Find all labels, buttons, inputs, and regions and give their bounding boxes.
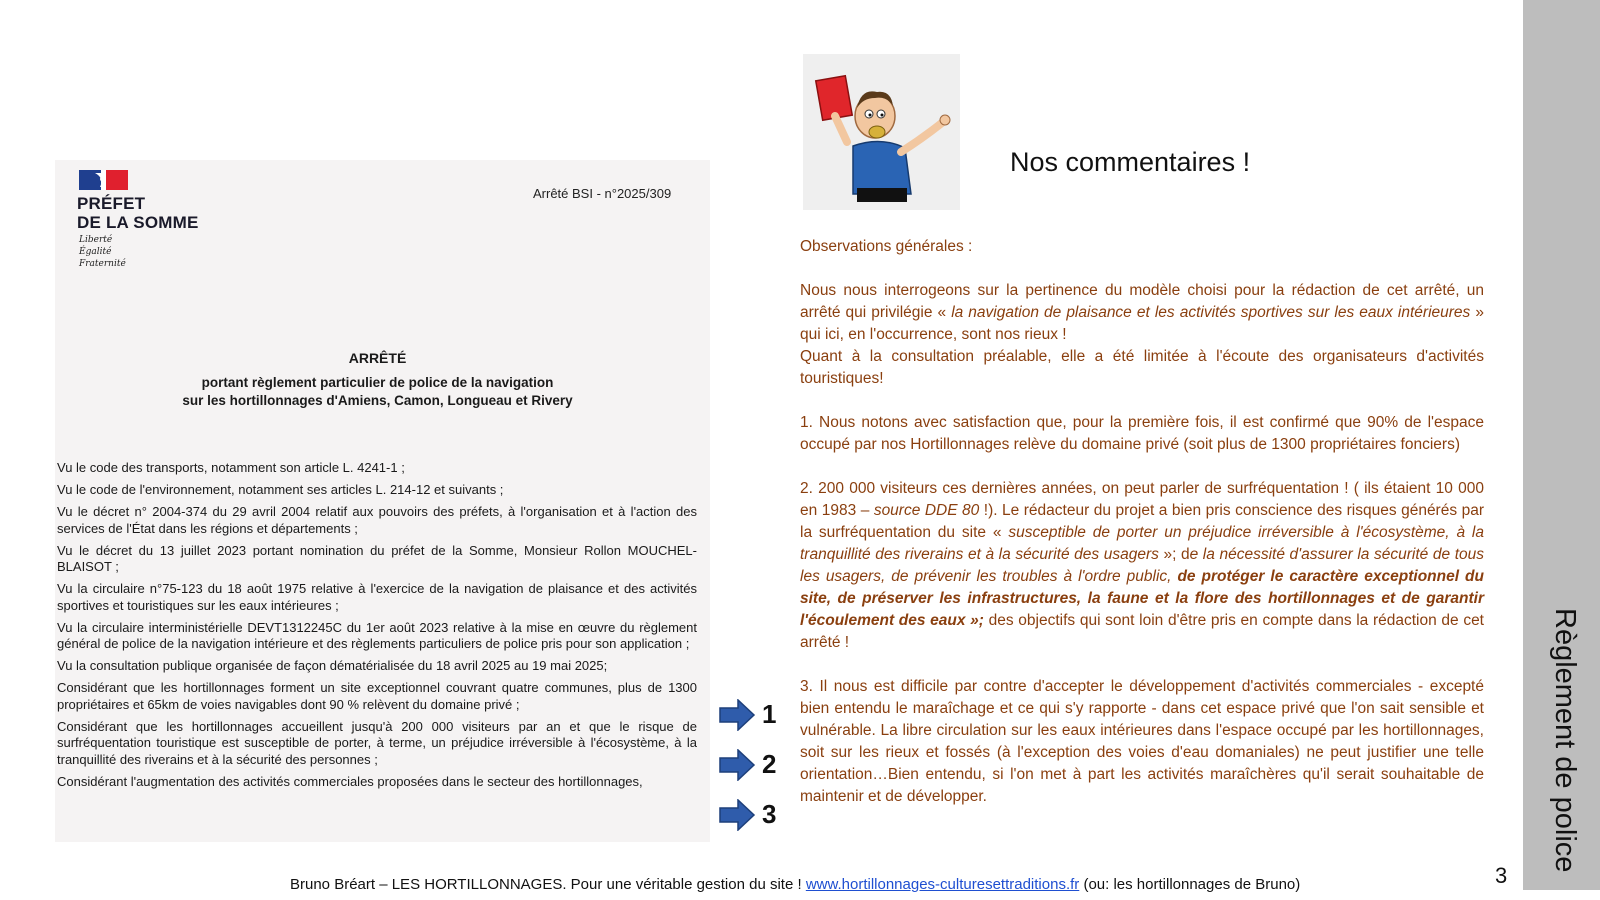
bold-quote-run: de protéger le caractère exceptionnel du site, de préserver les infrastructures, la faune et la flore des hortillonnages et de garantir l'écoulement des eaux »;	[800, 568, 1484, 629]
commentary-point-1: 1. Nous notons avec satisfaction que, pour la première fois, il est confirmé que 90% de l'espace occupé par nos Hortillonnages relève du domaine privé (soit plus de 1300 propriétaires fonciers)	[800, 414, 1484, 453]
page-number: 3	[1495, 863, 1508, 888]
commentary-paragraph-model	[800, 280, 1484, 346]
decree-subtitle-line2: sur les hortillonnages d'Amiens, Camon, Longueau et Rivery	[182, 393, 573, 408]
somme-logo-text: DE LA SOMME	[77, 213, 199, 232]
comments-heading: Nos commentaires !	[1010, 147, 1251, 177]
decree-clause: Vu la consultation publique organisée de façon dématérialisée du 18 avril 2025 au 19 mai 2025;	[57, 658, 608, 673]
commentary-block	[800, 236, 1484, 808]
decree-clause: Vu la circulaire interministérielle DEVT1312245C du 1er août 2023 relative à la mise en œuvre du règlement général de police de la navigation intérieure et des règlements particuliers de police pris pour son application ;	[57, 619, 697, 651]
commentary-paragraph-consultation: Quant à la consultation préalable, elle a été limitée à l'écoute des organisateurs d'activités touristiques!	[800, 348, 1484, 387]
motto-fraternite: Fraternité	[79, 259, 126, 269]
marker-number: 3	[762, 799, 777, 829]
motto-egalite: Égalité	[79, 247, 112, 257]
motto-liberte: Liberté	[79, 235, 113, 245]
decree-clause: Vu le décret n° 2004-374 du 29 avril 2004 relatif aux pouvoirs des préfets, à l'organisation et à l'action des services de l'État dans les régions et départements ;	[57, 504, 697, 536]
quote-run: la navigation de plaisance et les activités sportives sur les eaux intérieures	[951, 304, 1471, 321]
marker-number: 2	[762, 749, 777, 779]
right-arrow-icon	[718, 699, 756, 731]
source-run: source DDE 80	[873, 502, 984, 519]
decree-title: ARRÊTÉ	[348, 350, 407, 366]
text-run: » qui ici, en l'occurrence, sont nos rieux !	[800, 304, 1484, 343]
text-run: 2. 200 000 visiteurs ces dernières années, on peut parler de surfréquentation ! ( ils étaient 10 000 en 1983 –	[800, 480, 1484, 519]
text-run: !). Le rédacteur du projet a bien pris conscience des risques générés par la surfréquentation du site «	[800, 502, 1484, 541]
text-run: Nous nous interrogeons sur la pertinence du modèle choisi pour la rédaction de cet arrêté, un arrêté qui privilégie «	[800, 282, 1484, 321]
sidebar-title: Règlement de police	[1549, 608, 1581, 873]
general-observations-title: Observations générales :	[800, 238, 973, 255]
right-arrow-icon	[718, 799, 756, 831]
marianne-flag-logo-icon	[79, 170, 128, 190]
marker-3	[718, 797, 784, 833]
decree-clause: Considérant que les hortillonnages accueillent jusqu'à 200 000 visiteurs par an et que le risque de surfréquentation touristique est susceptible de porter, à terme, un préjudice irréversible à l'écosystème, à la tranquillité des riverains et à la sécurité des personnes ;	[57, 718, 697, 767]
quote-run: susceptible de porter un préjudice irréversible à l'écosystème, à la tranquillité des riverains et à la sécurité des usagers	[800, 524, 1484, 563]
decree-clause: Considérant l'augmentation des activités commerciales proposées dans le secteur des hortillonnages,	[57, 773, 643, 789]
decree-clause: Vu le décret du 13 juillet 2023 portant nomination du préfet de la Somme, Monsieur Rollon MOUCHEL-BLAISOT ;	[57, 542, 697, 574]
decree-reference: Arrêté BSI - n°2025/309	[533, 186, 672, 201]
marker-2	[718, 747, 784, 783]
footer-suffix: (ou: les hortillonnages de Bruno)	[1079, 876, 1301, 893]
decree-clause: Vu le code de l'environnement, notamment ses articles L. 214-12 et suivants ;	[57, 482, 504, 497]
decree-clause: Considérant que les hortillonnages forment un site exceptionnel couvrant quatre communes, plus de 1300 propriétaires et 65km de voies navigables dont 90 % relèvent du domaine privé ;	[57, 680, 697, 712]
decree-clause: Vu la circulaire n°75-123 du 18 août 1975 relative à l'exercice de la navigation de plaisance et des activités sportives et touristiques sur les eaux intérieures ;	[57, 581, 697, 613]
decree-subtitle-line1: portant règlement particulier de police de la navigation	[201, 375, 554, 390]
footer-prefix: Bruno Bréart – LES HORTILLONNAGES. Pour une véritable gestion du site !	[290, 876, 806, 893]
marker-1	[718, 697, 784, 733]
scanned-decree-document	[55, 160, 710, 842]
footer	[290, 876, 1300, 893]
decree-clause: Vu le code des transports, notamment son article L. 4241-1 ;	[57, 460, 405, 475]
commentary-point-2	[800, 478, 1484, 654]
referee-red-card-illustration	[803, 54, 960, 210]
marker-number: 1	[762, 699, 777, 729]
website-link[interactable]: www.hortillonnages-culturesettraditions.fr	[805, 876, 1080, 893]
text-run: »; d	[1158, 546, 1190, 563]
commentary-point-3: 3. Il nous est difficile par contre d'accepter le développement d'activités commerciales - excepté bien entendu le maraîchage et ce qui s'y rapporte - dans cet espace privé que l'on sait sensible et vulnérable. La libre circulation sur les eaux intérieures dans l'espace occupé par les hortillonnages, soit sur les rieux et fossés (à l'exception des voies d'eau domaniales) ne peut justifier une telle orientation…Bien entendu, si l'on met à part les activités maraîchères qu'il serait souhaitable de maintenir et de développer.	[800, 678, 1484, 805]
text-run: des objectifs qui sont loin d'être pris en compte dans la rédaction de cet arrêté !	[800, 612, 1484, 651]
decree-clauses	[57, 460, 697, 796]
prefet-logo-text: PRÉFET	[77, 194, 146, 213]
right-arrow-icon	[718, 749, 756, 781]
quote-run: e la nécessité d'assurer la sécurité de tous les usagers, de prévenir les troubles à l'ordre public,	[800, 546, 1484, 585]
